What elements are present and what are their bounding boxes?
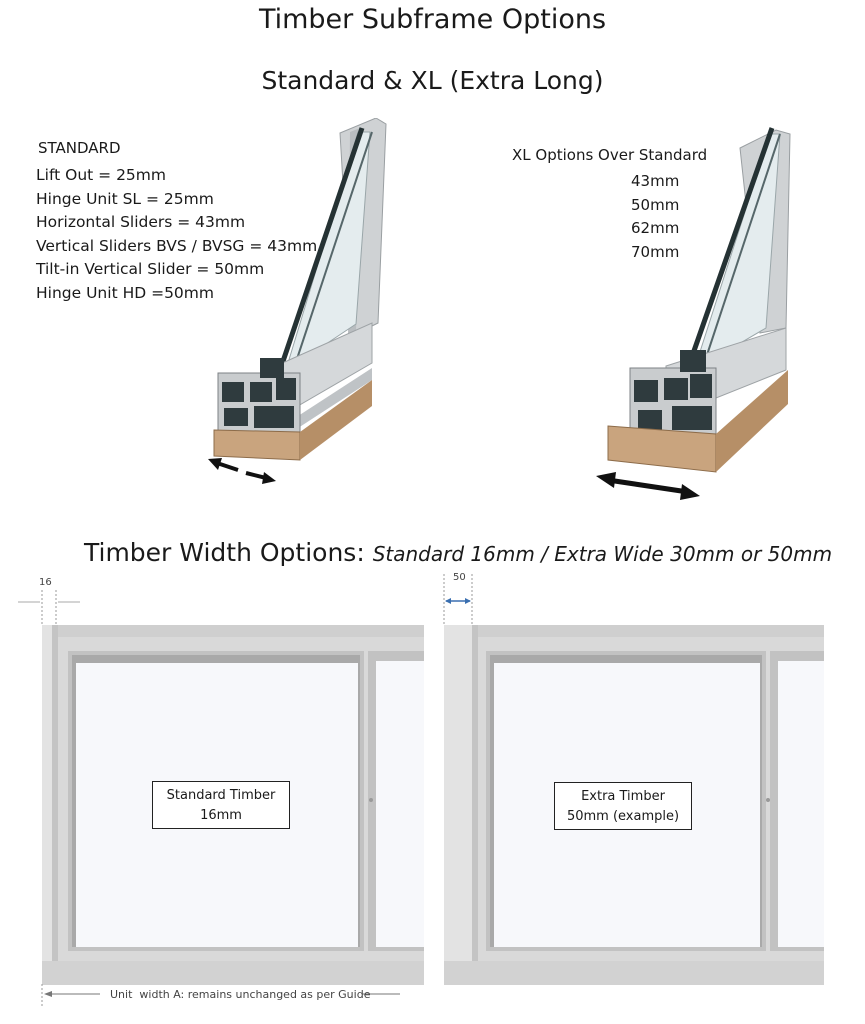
xl-heading: XL Options Over Standard bbox=[512, 146, 708, 164]
standard-heading: STANDARD bbox=[38, 139, 121, 157]
dimension-marker-right bbox=[438, 574, 478, 624]
width-options-subtitle: Standard 16mm / Extra Wide 30mm or 50mm bbox=[372, 542, 833, 566]
standard-timber-label bbox=[152, 781, 290, 829]
extra-timber-label bbox=[554, 782, 692, 830]
xl-item: 70mm bbox=[631, 242, 680, 261]
dimension-label-left: 16 bbox=[39, 577, 52, 588]
width-options-title: Timber Width Options: bbox=[84, 538, 373, 567]
xl-subframe-illustration bbox=[590, 118, 810, 500]
unit-width-note bbox=[110, 988, 370, 1001]
xl-item: 50mm bbox=[631, 195, 680, 214]
standard-subframe-illustration bbox=[200, 118, 400, 488]
extra-timber-label-line1: Extra Timber bbox=[581, 789, 665, 804]
standard-item: Horizontal Sliders = 43mm bbox=[36, 213, 246, 231]
xl-item: 62mm bbox=[631, 219, 680, 237]
standard-item: Vertical Sliders BVS / BVSG = 43mm bbox=[36, 236, 318, 255]
extra-timber-label-line2: 50mm (example) bbox=[566, 809, 680, 824]
xl-item: 43mm bbox=[631, 172, 680, 190]
standard-timber-label-line1: Standard Timber bbox=[166, 788, 276, 803]
unit-width-note-prefix: Unit bbox=[110, 988, 133, 1001]
dimension-label-right: 50 bbox=[453, 572, 466, 583]
standard-item: Hinge Unit SL = 25mm bbox=[36, 189, 214, 208]
dimension-marker-left bbox=[14, 588, 84, 628]
unit-width-note-text: width A: remains unchanged as per Guide bbox=[139, 988, 371, 1001]
page-title: Timber Subframe Options bbox=[258, 4, 607, 35]
page-subtitle: Standard & XL (Extra Long) bbox=[261, 66, 604, 95]
width-options-heading bbox=[84, 538, 832, 567]
standard-item: Lift Out = 25mm bbox=[36, 166, 166, 184]
standard-item: Tilt-in Vertical Slider = 50mm bbox=[36, 260, 265, 278]
standard-timber-label-line2: 16mm bbox=[200, 808, 242, 823]
standard-item: Hinge Unit HD =50mm bbox=[36, 283, 214, 302]
